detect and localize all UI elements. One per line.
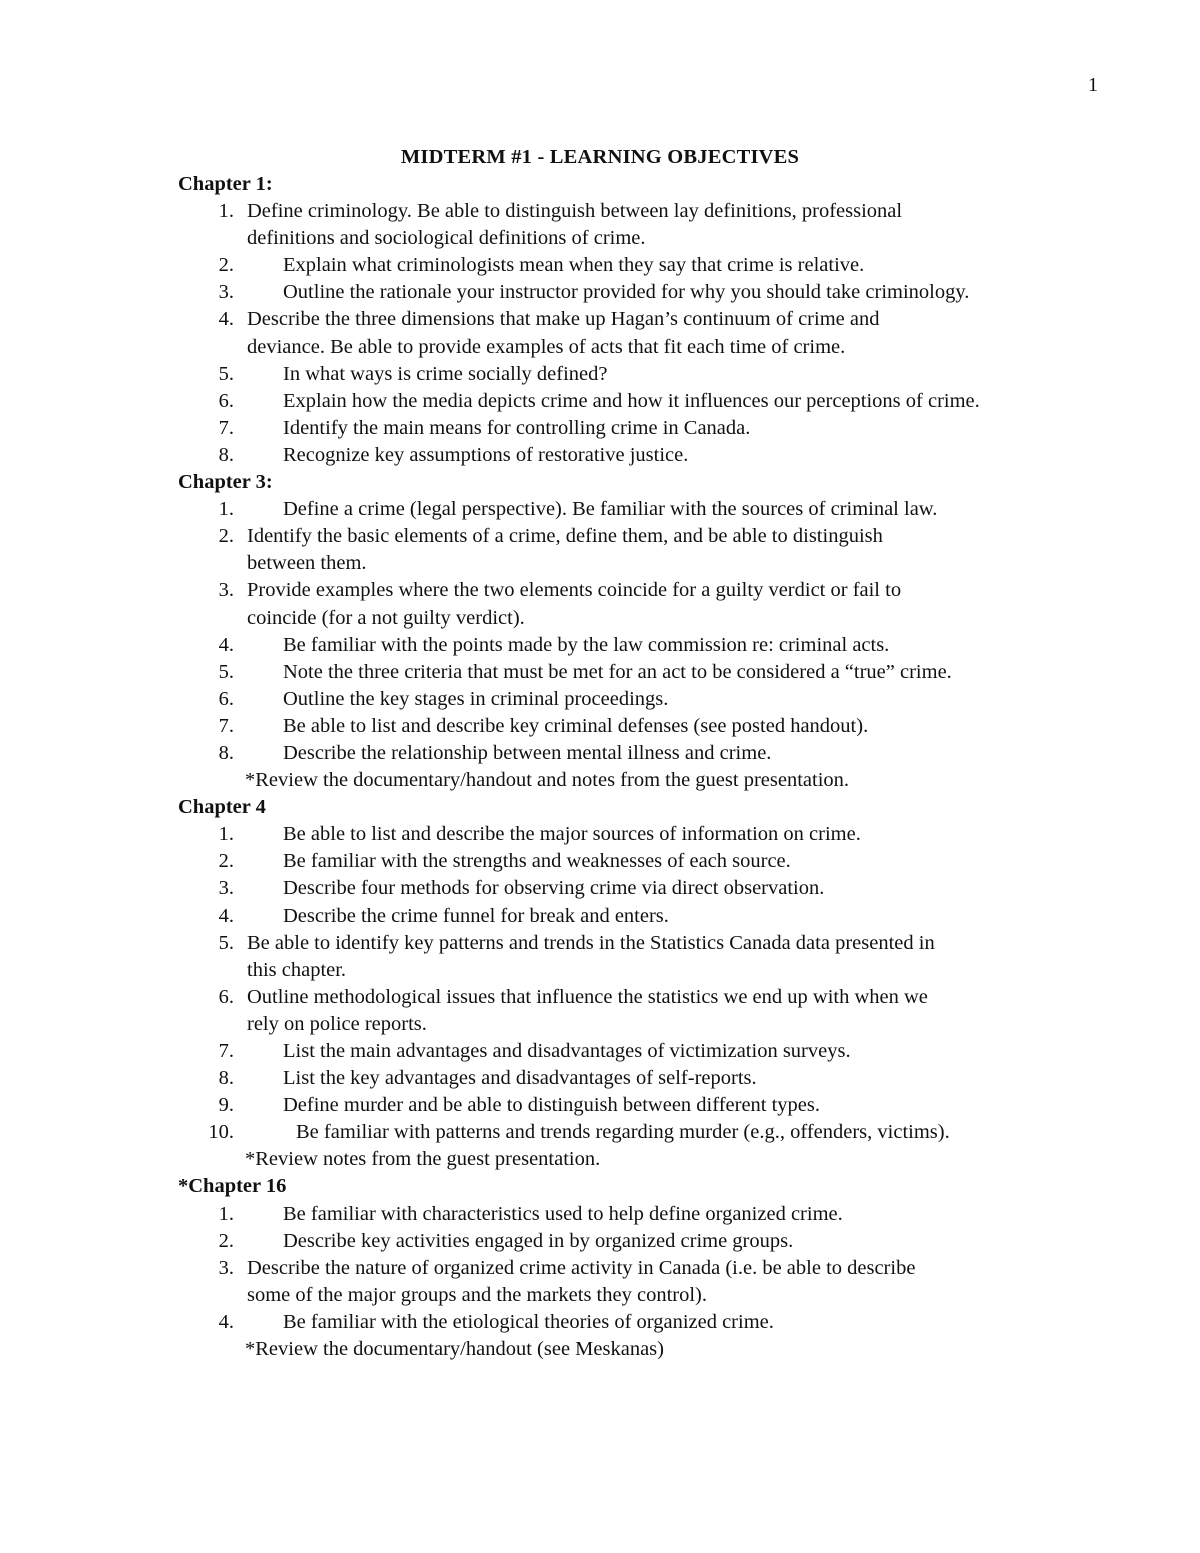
item-text: Be familiar with the etiological theories of organized crime. xyxy=(283,1310,774,1333)
item-text: Be familiar with the strengths and weaknesses of each source. xyxy=(283,850,791,873)
item-number: 4. xyxy=(218,308,234,331)
list-item xyxy=(0,1092,1200,1119)
list-item-continuation xyxy=(0,550,1200,577)
item-number: 7. xyxy=(218,416,234,439)
item-text: Outline methodological issues that influence the statistics we end up with when we xyxy=(247,985,928,1008)
list-item-continuation xyxy=(0,334,1200,361)
item-number: 4. xyxy=(218,1310,234,1333)
item-number: 2. xyxy=(218,254,234,277)
item-number: 2. xyxy=(218,1229,234,1252)
list-item xyxy=(0,306,1200,333)
item-number: 2. xyxy=(218,850,234,873)
list-item xyxy=(0,1119,1200,1146)
item-text: coincide (for a not guilty verdict). xyxy=(247,606,525,629)
list-item xyxy=(0,252,1200,279)
list-item xyxy=(0,577,1200,604)
item-text: Identify the main means for controlling crime in Canada. xyxy=(283,416,751,439)
item-text: Outline the key stages in criminal proceedings. xyxy=(283,687,669,710)
item-text: Describe four methods for observing crime via direct observation. xyxy=(283,877,825,900)
item-text: Provide examples where the two elements coincide for a guilty verdict or fail to xyxy=(247,579,902,602)
list-item xyxy=(0,361,1200,388)
item-number: 4. xyxy=(218,633,234,656)
item-text: Be familiar with characteristics used to help define organized crime. xyxy=(283,1202,843,1225)
item-text: Be able to list and describe the major sources of information on crime. xyxy=(283,823,861,846)
item-text: Explain how the media depicts crime and how it influences our perceptions of crime. xyxy=(283,389,980,412)
list-item xyxy=(0,821,1200,848)
item-text: Outline the rationale your instructor provided for why you should take criminology. xyxy=(283,281,970,304)
item-text: List the key advantages and disadvantages of self-reports. xyxy=(283,1067,757,1090)
item-number: 6. xyxy=(218,389,234,412)
item-number: 1. xyxy=(218,498,234,521)
item-text: Be able to list and describe key criminal defenses (see posted handout). xyxy=(283,714,869,737)
list-item xyxy=(0,659,1200,686)
item-text: Explain what criminologists mean when they say that crime is relative. xyxy=(283,254,865,277)
chapter-heading: *Chapter 16 xyxy=(178,1175,287,1198)
list-item xyxy=(0,848,1200,875)
item-number: 7. xyxy=(218,1040,234,1062)
review-note: *Review the documentary/handout (see Meskanas) xyxy=(245,1338,664,1361)
list-item xyxy=(0,279,1200,306)
item-number: 8. xyxy=(218,1067,234,1090)
list-item xyxy=(0,984,1200,1011)
list-item xyxy=(0,496,1200,523)
item-number: 2. xyxy=(218,525,234,548)
list-item xyxy=(0,686,1200,713)
item-number: 6. xyxy=(218,687,234,710)
item-number: 10. xyxy=(208,1121,234,1144)
item-text: Recognize key assumptions of restorative justice. xyxy=(283,443,689,466)
chapter-heading: Chapter 3: xyxy=(178,471,273,494)
list-item xyxy=(0,632,1200,659)
list-item xyxy=(0,713,1200,740)
item-number: 3. xyxy=(218,281,234,304)
list-item xyxy=(0,875,1200,902)
item-number: 1. xyxy=(218,200,234,223)
review-note: *Review notes from the guest presentation. xyxy=(245,1148,601,1171)
list-item xyxy=(0,1065,1200,1092)
list-item xyxy=(0,523,1200,550)
chapter-heading: Chapter 1: xyxy=(178,173,273,195)
objectives-body xyxy=(0,171,1200,1363)
item-text: Be able to identify key patterns and trends in the Statistics Canada data presented in xyxy=(247,931,935,954)
item-number: 5. xyxy=(218,362,234,385)
list-item-continuation xyxy=(0,957,1200,984)
item-number: 8. xyxy=(218,741,234,764)
list-item xyxy=(0,198,1200,225)
item-text: Define criminology. Be able to distinguish between lay definitions, professional xyxy=(247,200,903,223)
item-text: this chapter. xyxy=(247,958,347,981)
item-text: definitions and sociological definitions of crime. xyxy=(247,227,646,250)
item-text: Describe the relationship between mental illness and crime. xyxy=(283,741,772,764)
list-item xyxy=(0,1255,1200,1282)
review-note: *Review the documentary/handout and notes from the guest presentation. xyxy=(245,769,850,792)
item-text: rely on police reports. xyxy=(247,1012,427,1035)
item-text: Identify the basic elements of a crime, define them, and be able to distinguish xyxy=(247,525,883,548)
item-number: 7. xyxy=(218,714,234,737)
list-item-continuation xyxy=(0,1282,1200,1309)
list-item xyxy=(0,1228,1200,1255)
list-item xyxy=(0,740,1200,767)
item-number: 4. xyxy=(218,904,234,927)
item-text: Be familiar with patterns and trends regarding murder (e.g., offenders, victims). xyxy=(296,1121,950,1144)
item-number: 1. xyxy=(218,823,234,846)
item-number: 9. xyxy=(218,1094,234,1117)
list-item xyxy=(0,388,1200,415)
item-text: Be familiar with the points made by the law commission re: criminal acts. xyxy=(283,633,890,656)
chapter-heading: Chapter 4 xyxy=(178,796,266,819)
item-text: between them. xyxy=(247,552,367,575)
list-item xyxy=(0,1201,1200,1228)
item-number: 3. xyxy=(218,877,234,900)
document-title: MIDTERM #1 - LEARNING OBJECTIVES xyxy=(400,146,800,168)
list-item xyxy=(0,1309,1200,1336)
item-text: deviance. Be able to provide examples of acts that fit each time of crime. xyxy=(247,335,846,358)
list-item xyxy=(0,903,1200,930)
item-text: Describe key activities engaged in by organized crime groups. xyxy=(283,1229,794,1252)
item-text: Describe the crime funnel for break and enters. xyxy=(283,904,669,927)
list-item xyxy=(0,930,1200,957)
item-text: Define murder and be able to distinguish between different types. xyxy=(283,1094,821,1117)
list-item xyxy=(0,442,1200,469)
item-number: 3. xyxy=(218,579,234,602)
page-number: 1 xyxy=(1088,74,1098,96)
item-text: some of the major groups and the markets they control). xyxy=(247,1283,707,1306)
item-text: Define a crime (legal perspective). Be familiar with the sources of criminal law. xyxy=(283,498,938,521)
item-number: 8. xyxy=(218,443,234,466)
list-item xyxy=(0,415,1200,442)
list-item-continuation xyxy=(0,605,1200,632)
item-text: In what ways is crime socially defined? xyxy=(283,362,608,385)
item-number: 1. xyxy=(218,1202,234,1225)
item-number: 3. xyxy=(218,1256,234,1279)
item-text: Describe the three dimensions that make up Hagan’s continuum of crime and xyxy=(247,308,880,331)
item-number: 5. xyxy=(218,660,234,683)
item-number: 5. xyxy=(218,931,234,954)
list-item-continuation xyxy=(0,225,1200,252)
item-text: Describe the nature of organized crime activity in Canada (i.e. be able to describe xyxy=(247,1256,916,1279)
item-number: 6. xyxy=(218,985,234,1008)
list-item xyxy=(0,1038,1200,1065)
item-text: List the main advantages and disadvantages of victimization surveys. xyxy=(283,1040,851,1062)
list-item-continuation xyxy=(0,1011,1200,1038)
item-text: Note the three criteria that must be met for an act to be considered a “true” crime. xyxy=(283,660,952,683)
